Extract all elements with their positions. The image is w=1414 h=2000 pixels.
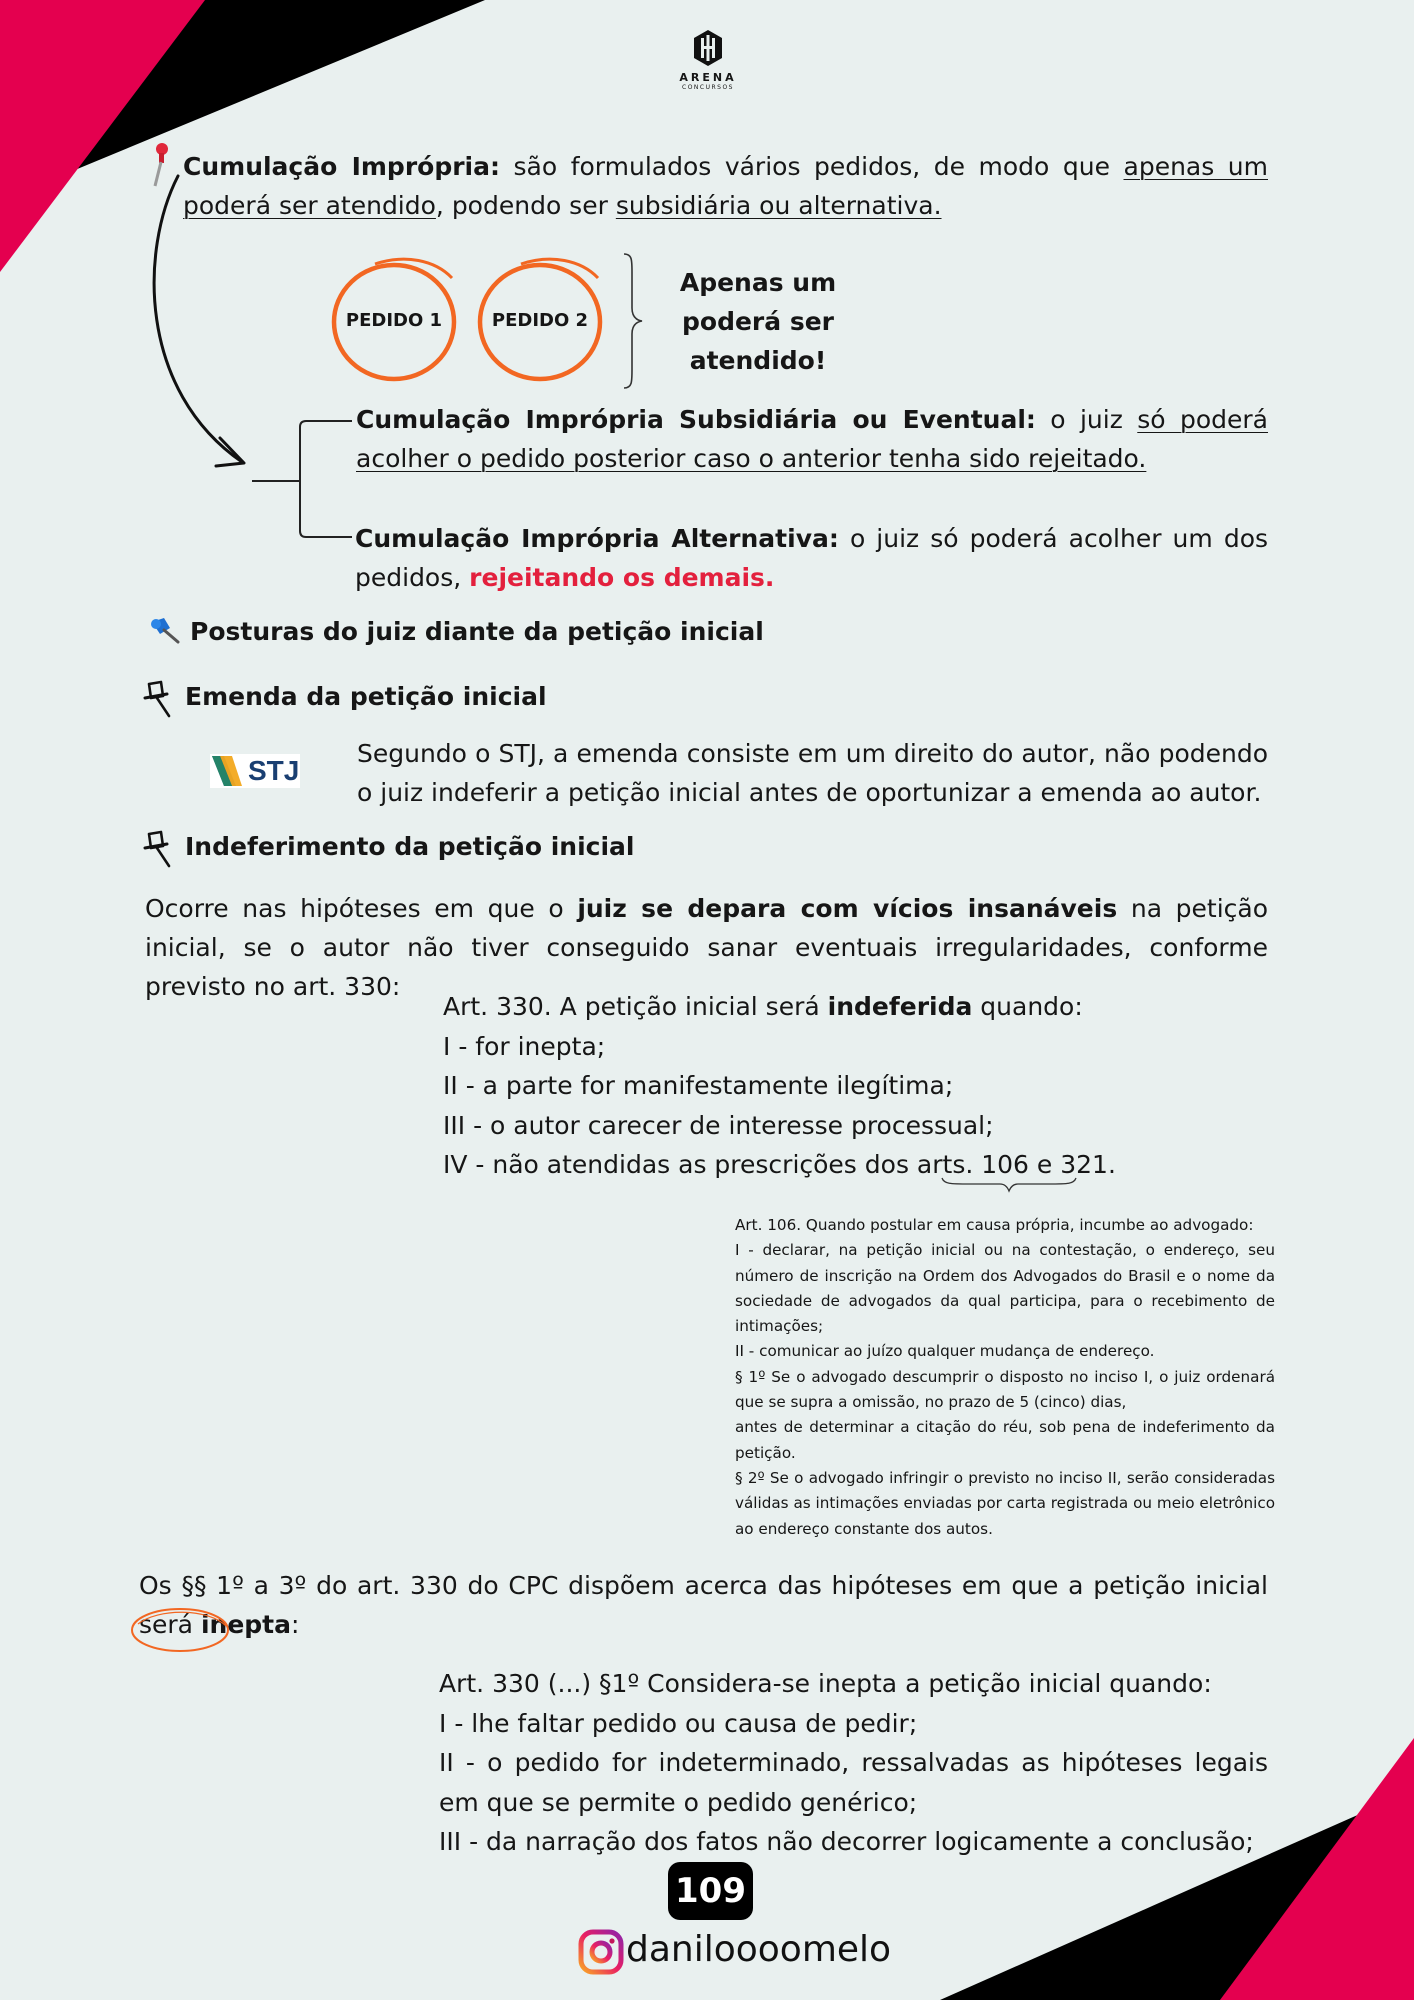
art-106-line-6: § 2º Se o advogado infringir o previsto no inciso II, serão consideradas válidas as intimações enviadas por carta registrada ou meio eletrônico ao endereço constante dos autos. xyxy=(735,1468,1275,1538)
art-106-line-1: Art. 106. Quando postular em causa própria, incumbe ao advogado: xyxy=(735,1216,1254,1234)
arena-logo-icon xyxy=(692,30,724,66)
emenda-heading: Emenda da petição inicial xyxy=(185,682,547,711)
art-330-block xyxy=(443,987,1143,1185)
art-106-line-3: II - comunicar ao juízo qualquer mudança de endereço. xyxy=(735,1342,1155,1361)
instagram-icon xyxy=(578,1929,624,1975)
note-line-3: atendido! xyxy=(689,346,827,375)
ocorre-text-1: Ocorre nas hipóteses em que o xyxy=(145,894,578,923)
inepta-circle-highlight xyxy=(128,1604,232,1656)
stj-emblem-icon xyxy=(210,754,244,788)
brand-name: ARENA xyxy=(679,71,737,84)
note-line-1: Apenas um xyxy=(679,268,837,297)
os-end: : xyxy=(291,1610,300,1639)
art-330-item-ii: II - a parte for manifestamente ilegítima; xyxy=(443,1071,954,1100)
subsidiaria-underline: só poderá acolher o pedido posterior caso o anterior tenha sido rejeitado. xyxy=(356,405,1269,473)
indeferimento-heading: Indeferimento da petição inicial xyxy=(185,832,635,861)
cumulacao-underline-2: subsidiária ou alternativa. xyxy=(615,191,942,220)
small-brace-icon xyxy=(940,1176,1078,1194)
brand-tagline: CONCURSOS xyxy=(682,84,734,91)
os-paragraph xyxy=(139,1566,1268,1644)
art-106-line-5: antes de determinar a citação do réu, sob pena de indeferimento da petição. xyxy=(735,1418,1275,1462)
bracket-connector xyxy=(252,415,357,540)
art-330-p1-line-4: III - da narração dos fatos não decorrer logicamente a conclusão; xyxy=(439,1827,1254,1856)
art-330-head-bold: indeferida xyxy=(827,992,973,1021)
art-106-line-4: § 1º Se o advogado descumprir o disposto no inciso I, o juiz ordenará que se supra a omissão, no prazo de 5 (cinco) dias, xyxy=(735,1367,1275,1412)
art-330-item-iii: III - o autor carecer de interesse processual; xyxy=(443,1110,994,1140)
brace-icon xyxy=(622,252,646,390)
art-330-item-i: I - for inepta; xyxy=(443,1031,606,1061)
inepta-word: inepta xyxy=(200,1610,291,1639)
cumulacao-text-1: são formulados vários pedidos, de modo que xyxy=(500,152,1124,181)
instagram-handle[interactable]: daniloooomelo xyxy=(626,1929,892,1970)
art-330-item-iv: IV - não atendidas as prescrições dos arts. 106 e 321. xyxy=(443,1150,1116,1179)
ocorre-bold: juiz se depara com vícios insanáveis xyxy=(577,894,1118,923)
subsidiaria-lead: Cumulação Imprópria Subsidiária ou Eventual: xyxy=(356,405,1036,434)
subsidiaria-text-1: o juiz xyxy=(1035,405,1138,434)
cumulacao-text-2: , podendo ser xyxy=(435,191,616,220)
blue-pushpin-icon xyxy=(148,616,182,646)
stj-logo-text: STJ xyxy=(248,755,300,786)
page-number-badge xyxy=(668,1862,753,1920)
ocorre-text-2: na petição inicial, se o autor não tiver conseguido sanar eventuais irregularidades, conforme previsto no art. 330: xyxy=(145,894,1268,1001)
stj-logo xyxy=(210,754,300,788)
black-pushpin-icon-2 xyxy=(143,830,173,868)
alternativa-paragraph xyxy=(355,519,1268,597)
alternativa-lead: Cumulação Imprópria Alternativa: xyxy=(355,524,839,553)
cumulacao-lead: Cumulação Imprópria: xyxy=(183,152,500,181)
apenas-um-note xyxy=(668,263,848,380)
alternativa-text-1: o juiz só poderá acolher um dos pedidos, xyxy=(355,524,1269,592)
art-330-p1-line-1: Art. 330 (...) §1º Considera-se inepta a petição inicial quando: xyxy=(439,1669,1212,1698)
os-text: Os §§ 1º a 3º do art. 330 do CPC dispõem acerca das hipóteses em que a petição inicial será xyxy=(139,1571,1268,1639)
pedido-2-label: PEDIDO 2 xyxy=(491,310,589,331)
black-pushpin-icon xyxy=(143,680,173,718)
art-330-head-2: quando: xyxy=(972,992,1083,1021)
art-330-head-1: Art. 330. A petição inicial será xyxy=(443,992,828,1021)
art-330-p1-line-3: II - o pedido for indeterminado, ressalvadas as hipóteses legais em que se permite o pedido genérico; xyxy=(439,1748,1268,1817)
art-106-line-2: I - declarar, na petição inicial ou na contestação, o endereço, seu número de inscrição na Ordem dos Advogados do Brasil e o nome da sociedade de advogados da qual participa, para o recebimento de intimações; xyxy=(735,1241,1275,1336)
art-330-head xyxy=(443,987,1143,1027)
subsidiaria-paragraph xyxy=(356,400,1268,478)
pedido-1-label: PEDIDO 1 xyxy=(345,310,443,331)
note-line-2: poderá ser xyxy=(682,307,834,336)
posturas-heading: Posturas do juiz diante da petição inicial xyxy=(190,617,764,646)
art-106-block xyxy=(735,1213,1275,1542)
page-number: 109 xyxy=(675,1871,746,1911)
art-330-p1-block xyxy=(439,1664,1268,1862)
stj-paragraph: Segundo o STJ, a emenda consiste em um direito do autor, não podendo o juiz indeferir a petição inicial antes de oportunizar a emenda ao autor. xyxy=(357,739,1268,807)
art-330-p1-line-2: I - lhe faltar pedido ou causa de pedir; xyxy=(439,1708,918,1738)
cumulacao-underline-1: apenas um poderá ser atendido xyxy=(183,152,1268,220)
cumulacao-impropria-paragraph xyxy=(183,147,1268,225)
brand-logo xyxy=(648,30,768,96)
alternativa-red-text: rejeitando os demais. xyxy=(469,563,775,592)
